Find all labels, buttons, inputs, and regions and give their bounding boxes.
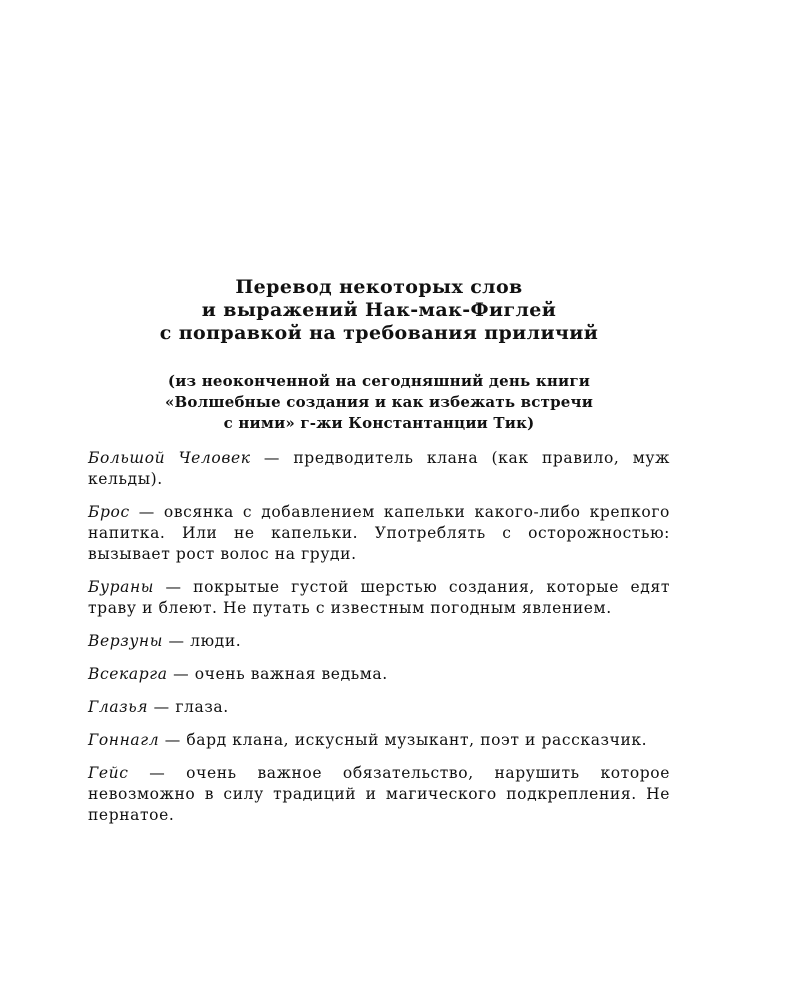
- dash-separator: —: [149, 764, 166, 782]
- dash-separator: —: [153, 698, 170, 716]
- dash-separator: —: [263, 449, 281, 467]
- glossary-term: Глазья: [88, 698, 149, 716]
- glossary-term: Гоннагл: [88, 731, 160, 749]
- glossary-definition: люди.: [190, 632, 242, 650]
- glossary-entry: [88, 577, 670, 619]
- title-line: и выражений Нак-мак-Фиглей: [201, 299, 557, 321]
- source-note-line: (из неоконченной на сегодняшний день книги: [167, 372, 591, 390]
- glossary-entry: [88, 631, 670, 652]
- glossary-term: Брос: [88, 503, 130, 521]
- glossary-entry: [88, 448, 670, 490]
- glossary-definition: покрытые густой шерстью создания, которые едят траву и блеют. Не путать с известным погодным явлением.: [88, 578, 670, 617]
- glossary-entry: [88, 664, 670, 685]
- glossary-term: Бураны: [88, 578, 154, 596]
- source-note-line: «Волшебные создания и как избежать встречи: [164, 393, 594, 411]
- glossary-term: Гейс: [88, 764, 129, 782]
- dash-separator: —: [164, 731, 181, 749]
- glossary-entry: [88, 730, 670, 751]
- glossary-definition: очень важная ведьма.: [194, 665, 388, 683]
- glossary-entry: [88, 697, 670, 718]
- dash-separator: —: [165, 578, 182, 596]
- glossary-entry: [88, 763, 670, 826]
- glossary-entry: [88, 502, 670, 565]
- source-note: [88, 371, 670, 434]
- source-note-line: с ними» г-жи Константанции Тик): [223, 414, 535, 432]
- glossary-definition: очень важное обязательство, нарушить которое невозможно в силу традиций и магического подкрепления. Не пернатое.: [88, 764, 670, 824]
- glossary-definition: овсянка с добавлением капельки какого-либо крепкого напитка. Или не капельки. Употреблять с осторожностью: вызывает рост волос на груди.: [88, 503, 670, 563]
- glossary-definition: бард клана, искусный музыкант, поэт и рассказчик.: [186, 731, 648, 749]
- dash-separator: —: [173, 665, 190, 683]
- glossary-title: [88, 276, 670, 345]
- book-page: [88, 276, 670, 838]
- title-line: с поправкой на требования приличий: [159, 322, 599, 344]
- dash-separator: —: [168, 632, 185, 650]
- glossary-definition: предводитель клана (как правило, муж кельды).: [88, 449, 670, 488]
- glossary-term: Верзуны: [88, 632, 163, 650]
- glossary-term: Большой Человек: [88, 449, 251, 467]
- dash-separator: —: [138, 503, 155, 521]
- glossary-term: Всекарга: [88, 665, 168, 683]
- glossary-list: [88, 448, 670, 826]
- title-line: Перевод некоторых слов: [235, 276, 523, 298]
- glossary-definition: глаза.: [175, 698, 229, 716]
